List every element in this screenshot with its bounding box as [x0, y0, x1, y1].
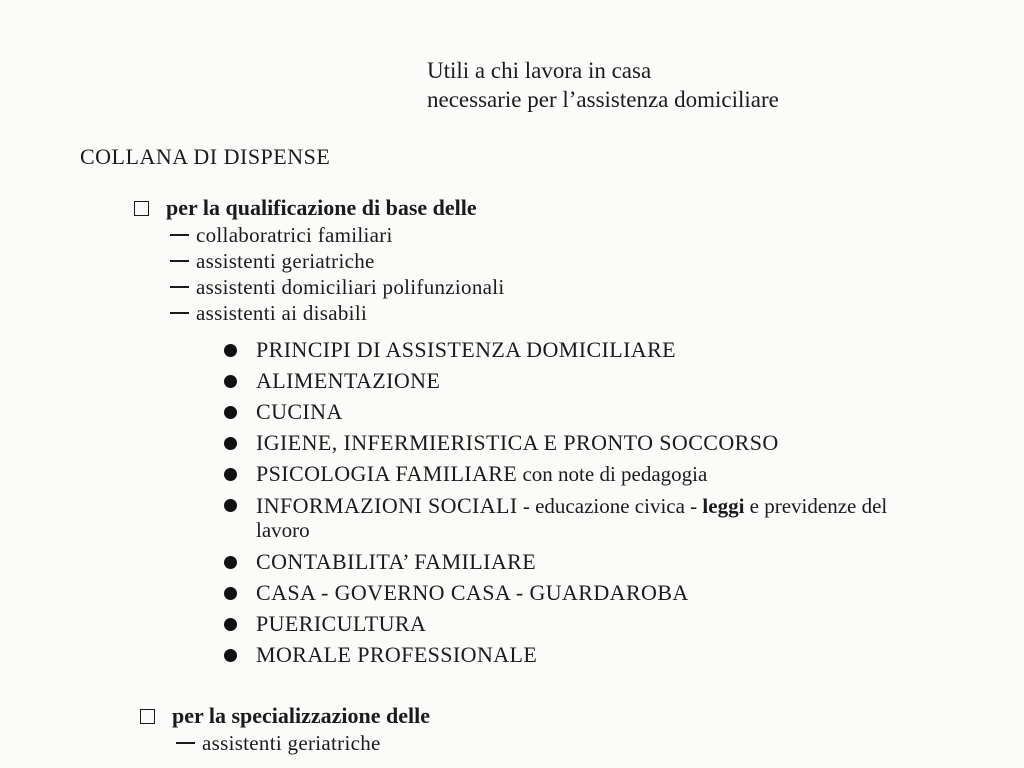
section-specializzazione: [140, 702, 430, 756]
list-item: [170, 222, 505, 248]
bullet-icon: [224, 587, 237, 600]
topic-item: [224, 551, 944, 573]
roles-list: [170, 222, 505, 326]
role-label: assistenti domiciliari polifunzionali: [196, 275, 505, 299]
role-label: assistenti geriatriche: [202, 731, 381, 755]
topic-extra: con note di pedagogia: [517, 462, 708, 486]
bullet-icon: [224, 556, 237, 569]
topic-label: CUCINA: [256, 399, 343, 424]
bullet-icon: [224, 437, 237, 450]
role-label: assistenti ai disabili: [196, 301, 368, 325]
list-item: [170, 248, 505, 274]
list-item: [170, 300, 505, 326]
dash-icon: [170, 222, 190, 248]
topic-item: [224, 494, 944, 542]
bullet-icon: [224, 468, 237, 481]
section-header: [134, 194, 505, 222]
roles-list: [176, 730, 430, 756]
topic-item: [224, 401, 944, 423]
topic-label: [256, 463, 707, 485]
intro-block: [427, 56, 779, 114]
topic-item: [224, 463, 944, 485]
topic-label: CASA - GOVERNO CASA - GUARDAROBA: [256, 580, 689, 605]
topic-main: PSICOLOGIA FAMILIARE: [256, 461, 518, 486]
topic-item: [224, 644, 944, 666]
topic-label: CONTABILITA’ FAMILIARE: [256, 549, 537, 574]
intro-line-2: necessarie per l’assistenza domiciliare: [427, 87, 779, 112]
topic-label: IGIENE, INFERMIERISTICA E PRONTO SOCCORSO: [256, 430, 779, 455]
dash-icon: [170, 274, 190, 300]
section-title: per la qualificazione di base delle: [166, 195, 477, 220]
bullet-icon: [224, 649, 237, 662]
intro-line-1: Utili a chi lavora in casa: [427, 58, 652, 83]
collana-title: COLLANA DI DISPENSE: [80, 144, 331, 169]
bullet-icon: [224, 499, 237, 512]
role-label: collaboratrici familiari: [196, 223, 393, 247]
topics-list: [224, 339, 944, 675]
topic-item: [224, 432, 944, 454]
dash-icon: [176, 730, 196, 756]
bullet-icon: [224, 406, 237, 419]
bullet-icon: [224, 618, 237, 631]
topic-item: [224, 370, 944, 392]
bullet-icon: [224, 344, 237, 357]
bullet-icon: [224, 375, 237, 388]
list-item: [170, 274, 505, 300]
dash-icon: [170, 300, 190, 326]
role-label: assistenti geriatriche: [196, 249, 375, 273]
topic-item: [224, 339, 944, 361]
checkbox-icon: [140, 709, 155, 724]
topic-extra-bold: leggi: [702, 494, 745, 518]
topic-extra-2: e previdenze del lavoro: [256, 494, 888, 542]
topic-label: PUERICULTURA: [256, 611, 427, 636]
topic-label: MORALE PROFESSIONALE: [256, 642, 538, 667]
topic-label: [256, 494, 944, 542]
topic-main: INFORMAZIONI SOCIALI: [256, 493, 518, 518]
section-title: per la specializzazione delle: [172, 703, 431, 728]
section-header: [140, 702, 430, 730]
topic-label: ALIMENTAZIONE: [256, 368, 441, 393]
topic-item: [224, 613, 944, 635]
topic-label: PRINCIPI DI ASSISTENZA DOMICILIARE: [256, 337, 677, 362]
dash-icon: [170, 248, 190, 274]
checkbox-icon: [134, 201, 149, 216]
topic-item: [224, 582, 944, 604]
topic-extra: - educazione civica -: [517, 494, 703, 518]
list-item: [176, 730, 430, 756]
section-qualificazione: [134, 194, 505, 326]
